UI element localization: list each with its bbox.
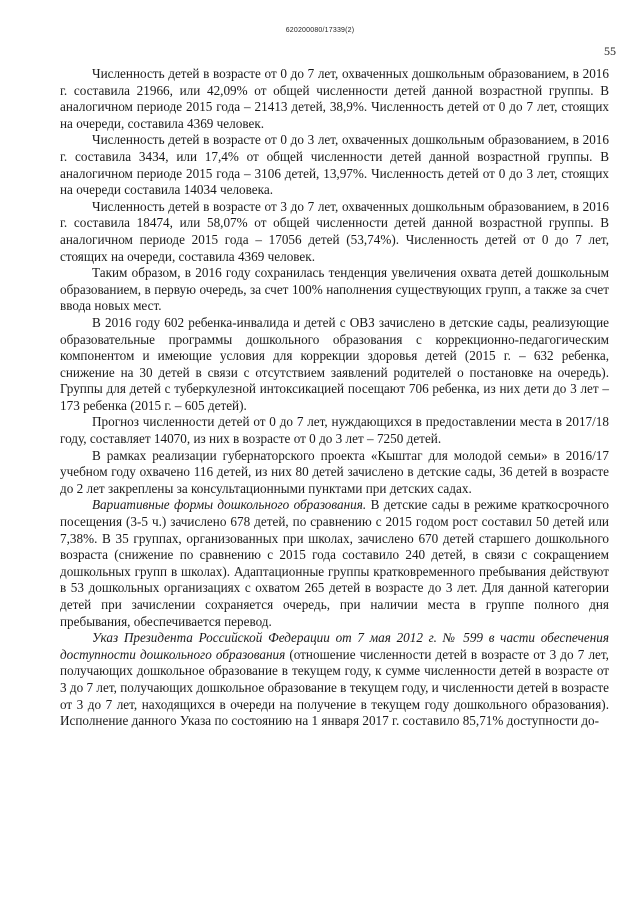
paragraph-conclusion: Таким образом, в 2016 году сохранилась тенденция увеличения охвата детей дошкольным образованием, в первую очередь, за счет 100% наполнения существующих групп, а также за счет ввода новых мест. [60, 265, 609, 314]
paragraph-coverage-0-7: Численность детей в возрасте от 0 до 7 лет, охваченных дошкольным образованием, в 2016 г. составила 21966, или 42,09% от общей численности детей данной возрастной группы. В аналогичном периоде 2015 года – 21413 детей, 38,9%. Численность детей от 0 до 7 лет, стоящих на очереди, составила 4369 человек. [60, 66, 609, 131]
document-body [60, 66, 609, 730]
paragraph-coverage-0-3: Численность детей в возрасте от 0 до 3 лет, охваченных дошкольным образованием, в 2016 г. составила 3434, или 17,4% от общей численности детей данной возрастной группы. В аналогичном периоде 2015 года – 3106 детей, 13,97%. Численность детей от 0 до 3 лет, стоящих на очереди составила 14034 человека. [60, 132, 609, 198]
paragraph-lead-italic: Вариативные формы дошкольного образования. [92, 497, 367, 513]
paragraph-body: (отношение численности детей в возрасте от 3 до 7 лет, получающих дошкольное образование в текущем году, к сумме численности детей в возрасте от 3 до 7 лет, получающих дошкольное образование в текущем году, и численности детей в возрасте от 3 до 7 лет, находящихся в очереди на получение в текущем году дошкольного образования). Исполнение данного Указа по состоянию на 1 января 2017 г. составило 85,71% доступности до- [60, 646, 609, 729]
page-number: 55 [604, 44, 616, 58]
paragraph-forecast: Прогноз численности детей от 0 до 7 лет, нуждающихся в предоставлении места в 2017/18 году, составляет 14070, из них в возрасте от 0 до 3 лет – 7250 детей. [60, 414, 609, 447]
paragraph-variative-forms [60, 497, 609, 630]
paragraph-governor-project: В рамках реализации губернаторского проекта «Кыштаг для молодой семьи» в 2016/17 учебном году охвачено 116 детей, из них 80 детей зачислено в детские сады, 36 детей в возрасте до 2 лет закреплены за консультационными пунктами при детских садах. [60, 447, 609, 496]
paragraph-coverage-3-7: Численность детей в возрасте от 3 до 7 лет, охваченных дошкольным образованием, в 2016 г. составила 18474, или 58,07% от общей численности детей данной возрастной группы. В аналогичном периоде 2015 года – 17056 детей (53,74%). Численность детей от 0 до 7 лет, стоящих на очереди, составила 4369 человек. [60, 198, 609, 264]
paragraph-disabled-children: В 2016 году 602 ребенка-инвалида и детей с ОВЗ зачислено в детские сады, реализующие образовательные программы дошкольного образования с коррекционно-педагогическим компонентом и имеющие условия для коррекции здоровья детей (2015 г. – 632 ребенка, снижение на 30 детей в связи с отсутствием заявлений родителей о постановке на очередь). Группы для детей с туберкулезной интоксикацией посещают 706 ребенка, из них дети до 3 лет – 173 ребенка (2015 г. – 605 детей). [60, 314, 609, 413]
document-code: 620200080/17339(2) [285, 27, 355, 34]
paragraph-body: В детские сады в режиме краткосрочного посещения (3-5 ч.) зачислено 678 детей, по сравнению с 2015 годом рост составил 50 детей или 7,38%. В 35 группах, организованных при школах, зачислено 670 детей старшего дошкольного возраста (снижение по сравнению с 2015 года составило 240 детей, в связи с сокращением дошкольных групп в школах). Адаптационные группы кратковременного пребывания действуют в 53 дошкольных организациях с охватом 265 детей в возрасте до 3 лет. Для данной категории детей при зачислении сохраняется очередь, при наличии места в группе полного дня пребывания, обеспечивается перевод. [60, 497, 609, 629]
paragraph-presidential-decree [60, 630, 609, 730]
paragraph-lead-italic: Указ Президента Российской Федерации от 7 мая 2012 г. № 599 в части обеспечения доступности дошкольного образования [60, 630, 609, 662]
